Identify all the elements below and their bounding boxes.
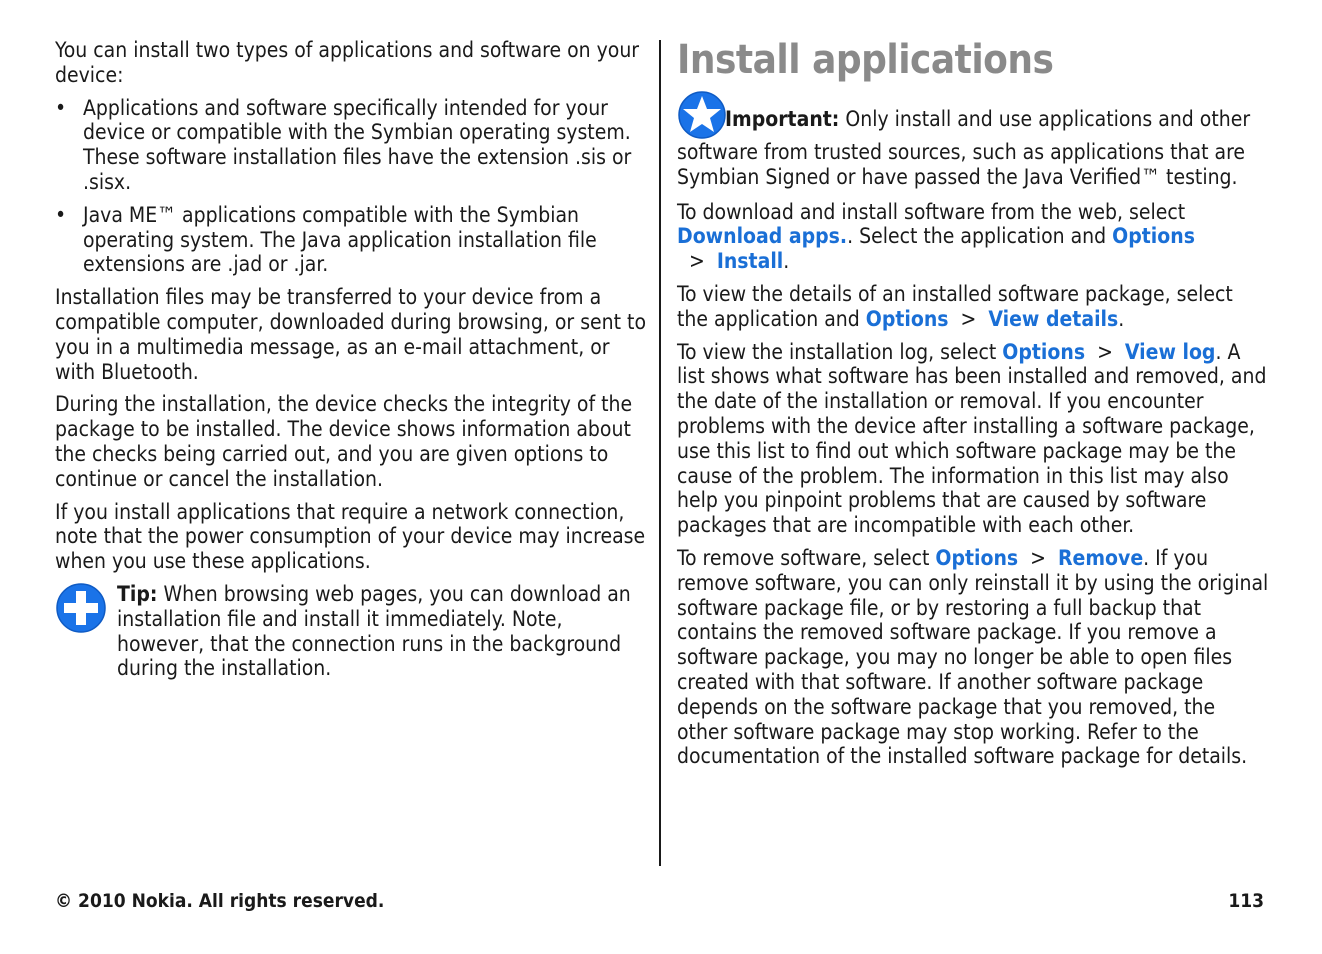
page-title: Install applications (677, 37, 1054, 83)
bullet-marker: • (55, 95, 67, 120)
important-label: Important: (725, 107, 840, 131)
copyright-footer: © 2010 Nokia. All rights reserved. (55, 890, 385, 912)
view-details-link[interactable]: View details (988, 306, 1119, 331)
log-text: To view the installation log, select (677, 339, 1003, 364)
intro-paragraph: You can install two types of applications and software on your device: (55, 38, 640, 87)
tip-box (55, 582, 647, 681)
column-divider (659, 40, 661, 866)
options-link[interactable]: Options (935, 545, 1019, 570)
details-text: To view the details of an installed software package, select the application and (677, 281, 1233, 331)
list-item (55, 96, 647, 195)
install-link[interactable]: Install (716, 249, 784, 274)
integrity-paragraph: During the installation, the device checks the integrity of the package to be installed. The device shows information about the checks being carried out, and you are given options to continue or cancel the installation. (55, 392, 633, 491)
important-body: Only install and use applications and other software from trusted sources, such as applications that are Symbian Signed or have passed the Java Verified™ testing. (677, 107, 1251, 189)
remove-text-end: . If you remove software, you can only reinstall it by using the original software package file, or by restoring a full backup that contains the removed software package. If you remove a software package, you may no longer be able to open files created with that software. If another software package depends on the software package that you removed, the other software package may stop working. Refer to the documentation of the installed software package for details. (677, 545, 1269, 769)
menu-separator: > (1085, 339, 1125, 364)
download-apps-link[interactable]: Download apps. (677, 224, 848, 249)
log-text-end: . A list shows what software has been installed and removed, and the date of the installation or removal. If you encounter problems with the device after installing a software package, use this list to find out which software package may be the cause of the problem. The information in this list may also help you pinpoint problems that are caused by software packages that are incompatible with each other. (677, 339, 1267, 538)
options-link[interactable]: Options (1112, 224, 1195, 249)
view-log-link[interactable]: View log (1124, 339, 1216, 364)
details-paragraph (677, 282, 1269, 332)
download-text: To download and install software from the web, select (677, 199, 1186, 224)
important-notice (677, 90, 1269, 190)
options-link[interactable]: Options (865, 306, 949, 331)
transfer-paragraph: Installation files may be transferred to your device from a compatible computer, downloaded during browsing, or sent to you in a multimedia message, as an e-mail attachment, or with Bluetooth. (55, 285, 647, 384)
page-number: 113 (1228, 890, 1264, 912)
download-text-end: . (783, 249, 790, 274)
menu-separator: > (677, 249, 717, 274)
download-text-mid: . Select the application and (847, 224, 1113, 249)
log-paragraph (677, 340, 1269, 538)
tip-label: Tip: (117, 581, 158, 606)
bullet-marker: • (55, 202, 67, 227)
list-item-text: Applications and software specifically intended for your device or compatible with the Symbian operating system. These software installation files have the extension .sis or .sisx. (83, 95, 632, 194)
tip-body: When browsing web pages, you can download an installation file and install it immediately. Note, however, that the connection runs in the background during the installation. (117, 581, 631, 681)
remove-paragraph (677, 546, 1269, 769)
plus-circle-icon (55, 582, 107, 634)
list-item (55, 203, 647, 277)
network-paragraph: If you install applications that require a network connection, note that the power consumption of your device may increase when you use these applications. (55, 499, 646, 574)
download-paragraph (677, 200, 1269, 274)
tip-text (117, 582, 647, 681)
menu-separator: > (948, 306, 989, 331)
list-item-text: Java ME™ applications compatible with the Symbian operating system. The Java application installation file extensions are .jad or .jar. (83, 202, 597, 277)
remove-link[interactable]: Remove (1058, 545, 1144, 570)
star-badge-icon (677, 90, 727, 140)
menu-separator: > (1018, 545, 1058, 570)
left-column (55, 38, 647, 681)
right-column (677, 38, 1269, 777)
details-text-end: . (1118, 306, 1125, 331)
application-types-list (55, 96, 647, 278)
options-link[interactable]: Options (1002, 339, 1086, 364)
remove-text: To remove software, select (677, 545, 936, 570)
